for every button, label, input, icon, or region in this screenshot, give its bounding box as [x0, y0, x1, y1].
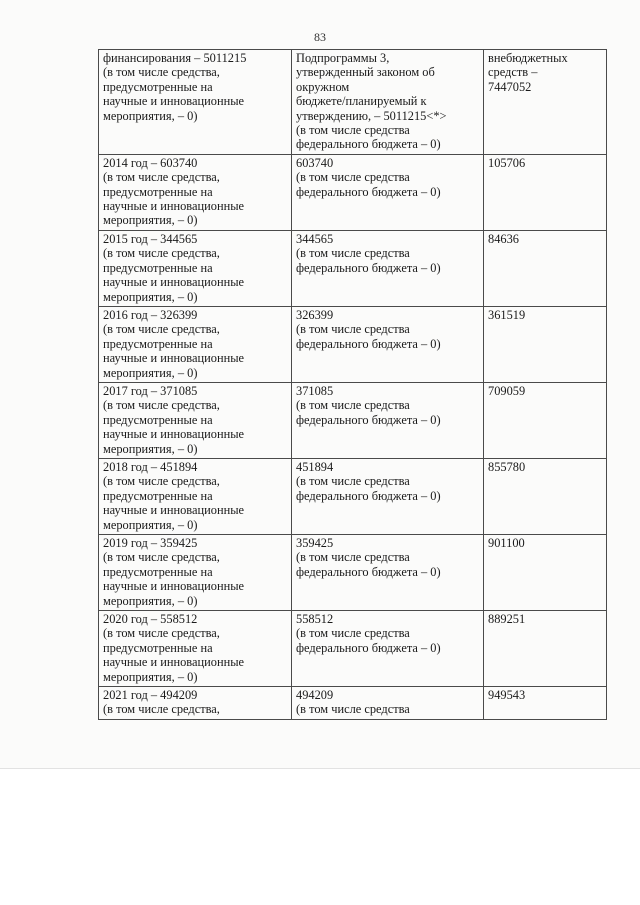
table-cell: 359425 (в том числе средства федерального бюджета – 0): [292, 535, 484, 611]
table-cell: финансирования – 5011215 (в том числе средства, предусмотренные на научные и инновационные мероприятия, – 0): [99, 50, 292, 155]
table-row: [99, 458, 607, 534]
table-cell: 855780: [484, 458, 607, 534]
table-row: [99, 535, 607, 611]
funding-table: [98, 49, 607, 720]
table-cell: 2017 год – 371085 (в том числе средства, предусмотренные на научные и инновационные мероприятия, – 0): [99, 382, 292, 458]
page-number: 83: [314, 30, 326, 44]
table-cell: 2018 год – 451894 (в том числе средства, предусмотренные на научные и инновационные мероприятия, – 0): [99, 458, 292, 534]
table-row: [99, 382, 607, 458]
table-cell: 361519: [484, 306, 607, 382]
table-cell: 709059: [484, 382, 607, 458]
table-cell: 901100: [484, 535, 607, 611]
table-cell: внебюджетных средств – 7447052: [484, 50, 607, 155]
table-row: [99, 306, 607, 382]
table-row: [99, 611, 607, 687]
table-cell: 2014 год – 603740 (в том числе средства, предусмотренные на научные и инновационные мероприятия, – 0): [99, 154, 292, 230]
table-cell: 326399 (в том числе средства федерального бюджета – 0): [292, 306, 484, 382]
table-cell: 949543: [484, 687, 607, 720]
table-cell: 105706: [484, 154, 607, 230]
table-cell: 451894 (в том числе средства федерального бюджета – 0): [292, 458, 484, 534]
table-cell: 2016 год – 326399 (в том числе средства, предусмотренные на научные и инновационные мероприятия, – 0): [99, 306, 292, 382]
table-row: [99, 230, 607, 306]
table-cell: 603740 (в том числе средства федерального бюджета – 0): [292, 154, 484, 230]
table-cell: 494209 (в том числе средства: [292, 687, 484, 720]
table-cell: 84636: [484, 230, 607, 306]
table-cell: 889251: [484, 611, 607, 687]
table-row: [99, 50, 607, 155]
table-cell: 371085 (в том числе средства федерального бюджета – 0): [292, 382, 484, 458]
table-cell: 2021 год – 494209 (в том числе средства,: [99, 687, 292, 720]
table-row: [99, 687, 607, 720]
table-cell: 558512 (в том числе средства федерального бюджета – 0): [292, 611, 484, 687]
table-cell: 2015 год – 344565 (в том числе средства, предусмотренные на научные и инновационные мероприятия, – 0): [99, 230, 292, 306]
table-cell: 2019 год – 359425 (в том числе средства, предусмотренные на научные и инновационные мероприятия, – 0): [99, 535, 292, 611]
table-cell: 2020 год – 558512 (в том числе средства, предусмотренные на научные и инновационные мероприятия, – 0): [99, 611, 292, 687]
table-cell: Подпрограммы 3, утвержденный законом об окружном бюджете/планируемый к утверждению, – 5011215<*> (в том числе средства федерального бюджета – 0): [292, 50, 484, 155]
table-cell: 344565 (в том числе средства федерального бюджета – 0): [292, 230, 484, 306]
table-row: [99, 154, 607, 230]
